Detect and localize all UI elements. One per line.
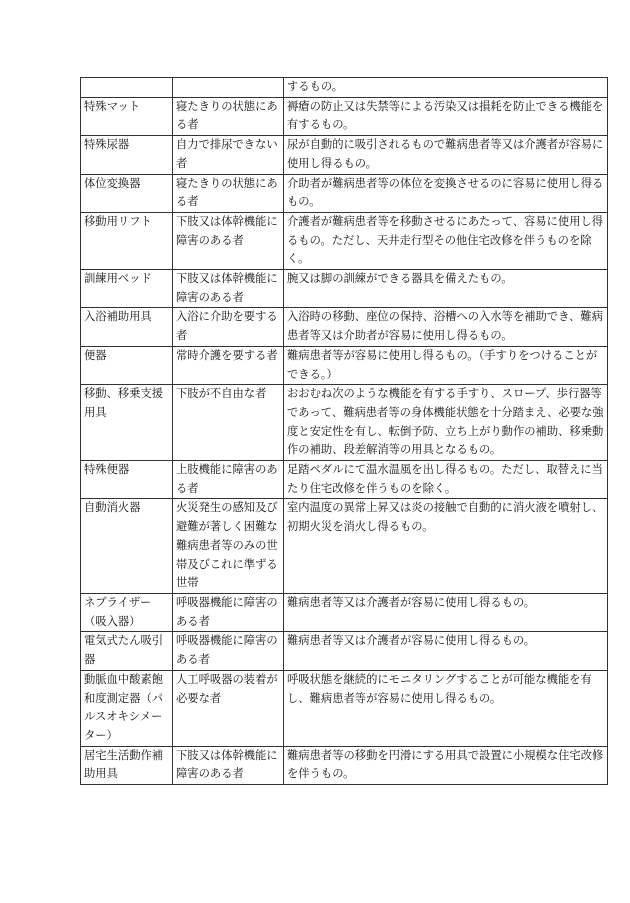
table-row xyxy=(81,346,608,384)
description-cell: 難病患者等が容易に使用し得るもの。（手すりをつけることができる。） xyxy=(284,346,608,384)
description-cell: 腕又は脚の訓練ができる器具を備えたもの。 xyxy=(284,270,608,308)
description-cell: 呼吸状態を継続的にモニタリングすることが可能な機能を有し、難病患者等が容易に使用し得るもの。 xyxy=(284,670,608,746)
item-name-cell: ネブライザー（吸入器） xyxy=(81,593,173,631)
table-row xyxy=(81,461,608,499)
description-cell: 難病患者等の移動を円滑にする用具で設置に小規模な住宅改修を伴うもの。 xyxy=(284,746,608,784)
table-row xyxy=(81,593,608,631)
item-name-cell: 入浴補助用具 xyxy=(81,308,173,346)
target-cell: 寝たきりの状態にある者 xyxy=(173,174,284,212)
item-name-cell: 移動用リフト xyxy=(81,212,173,269)
table-row xyxy=(81,499,608,594)
target-cell: 下肢が不自由な者 xyxy=(173,385,284,461)
description-cell: 介助者が難病患者等の体位を変換させるのに容易に使用し得るもの。 xyxy=(284,174,608,212)
target-cell: 常時介護を要する者 xyxy=(173,346,284,384)
table-row xyxy=(81,136,608,174)
equipment-table xyxy=(80,77,608,785)
description-cell: 入浴時の移動、座位の保持、浴槽への入水等を補助でき、難病患者等又は介助者が容易に使用し得るもの。 xyxy=(284,308,608,346)
table-row xyxy=(81,97,608,135)
description-cell: 介護者が難病患者等を移動させるにあたって、容易に使用し得るもの。ただし、天井走行型その他住宅改修を伴うものを除く。 xyxy=(284,212,608,269)
item-name-cell: 居宅生活動作補助用具 xyxy=(81,746,173,784)
table-row xyxy=(81,632,608,670)
table-row xyxy=(81,270,608,308)
description-cell: 室内温度の異常上昇又は炎の接触で自動的に消火液を噴射し、初期火災を消火し得るもの。 xyxy=(284,499,608,594)
description-cell: 褥瘡の防止又は失禁等による汚染又は損耗を防止できる機能を有するもの。 xyxy=(284,97,608,135)
item-name-cell: 電気式たん吸引器 xyxy=(81,632,173,670)
item-name-cell: 便器 xyxy=(81,346,173,384)
table-row xyxy=(81,746,608,784)
description-cell: するもの。 xyxy=(284,78,608,98)
description-cell: 難病患者等又は介護者が容易に使用し得るもの。 xyxy=(284,632,608,670)
table-row xyxy=(81,212,608,269)
target-cell: 火災発生の感知及び避難が著しく困難な難病患者等のみの世帯及びこれに準ずる世帯 xyxy=(173,499,284,594)
table-row xyxy=(81,78,608,98)
target-cell: 呼吸器機能に障害のある者 xyxy=(173,593,284,631)
description-cell: 尿が自動的に吸引されるもので難病患者等又は介護者が容易に使用し得るもの。 xyxy=(284,136,608,174)
target-cell: 自力で排尿できない者 xyxy=(173,136,284,174)
target-cell: 下肢又は体幹機能に障害のある者 xyxy=(173,212,284,269)
target-cell: 人工呼吸器の装着が必要な者 xyxy=(173,670,284,746)
target-cell: 入浴に介助を要する者 xyxy=(173,308,284,346)
description-cell: 足踏ペダルにて温水温風を出し得るもの。ただし、取替えに当たり住宅改修を伴うものを除く。 xyxy=(284,461,608,499)
item-name-cell: 特殊マット xyxy=(81,97,173,135)
table-row xyxy=(81,670,608,746)
description-cell: おおむね次のような機能を有する手すり、スロープ、歩行器等であって、難病患者等の身体機能状態を十分踏まえ、必要な強度と安定性を有し、転倒予防、立ち上がり動作の補助、移乗動作の補助、段差解消等の用具となるもの。 xyxy=(284,385,608,461)
target-cell: 寝たきりの状態にある者 xyxy=(173,97,284,135)
item-name-cell: 動脈血中酸素飽和度測定器（パルスオキシメーター） xyxy=(81,670,173,746)
item-name-cell: 特殊尿器 xyxy=(81,136,173,174)
item-name-cell: 体位変換器 xyxy=(81,174,173,212)
item-name-cell: 特殊便器 xyxy=(81,461,173,499)
item-name-cell: 自動消火器 xyxy=(81,499,173,594)
item-name-cell xyxy=(81,78,173,98)
table-row xyxy=(81,385,608,461)
target-cell: 上肢機能に障害のある者 xyxy=(173,461,284,499)
target-cell: 下肢又は体幹機能に障害のある者 xyxy=(173,270,284,308)
target-cell: 呼吸器機能に障害のある者 xyxy=(173,632,284,670)
item-name-cell: 移動、移乗支援用具 xyxy=(81,385,173,461)
target-cell xyxy=(173,78,284,98)
target-cell: 下肢又は体幹機能に障害のある者 xyxy=(173,746,284,784)
item-name-cell: 訓練用ベッド xyxy=(81,270,173,308)
description-cell: 難病患者等又は介護者が容易に使用し得るもの。 xyxy=(284,593,608,631)
table-row xyxy=(81,308,608,346)
table-row xyxy=(81,174,608,212)
